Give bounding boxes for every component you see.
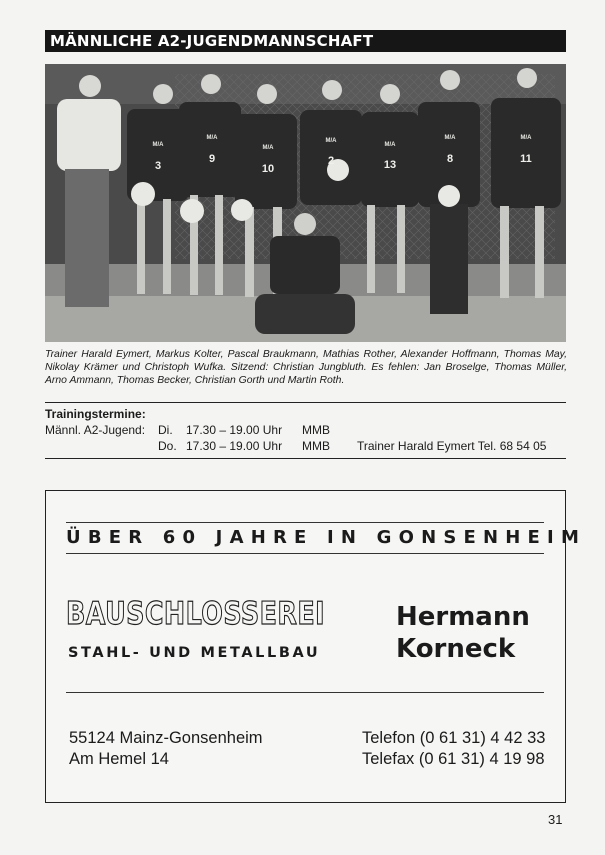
divider xyxy=(66,522,544,523)
page-number: 31 xyxy=(548,812,563,827)
jersey-number: 13 xyxy=(383,159,397,171)
jersey-number: 10 xyxy=(261,163,275,175)
shirt-logo: M/A xyxy=(384,142,396,148)
shirt-logo: M/A xyxy=(262,145,274,151)
divider xyxy=(45,402,566,403)
shirt-logo: M/A xyxy=(325,138,337,144)
jersey-number: 8 xyxy=(446,153,454,165)
training-title: Trainingstermine: xyxy=(45,407,146,421)
training-group: Männl. A2-Jugend: xyxy=(45,423,146,437)
training-note: Trainer Harald Eymert Tel. 68 54 05 xyxy=(357,439,547,453)
address-line-2: Am Hemel 14 xyxy=(69,750,169,768)
section-title: MÄNNLICHE A2-JUGENDMANNSCHAFT xyxy=(45,30,566,52)
photo-caption: Trainer Harald Eymert, Markus Kolter, Pascal Braukmann, Mathias Rother, Alexander Hoffmann, Thomas May, Nikolay Krämer und Christoph Wufka. Sitzend: Christian Jungbluth. Es fehlen: Jan Broselge, Thomas Müller, Arno Ammann, Thomas Becker, Christian Gorth und Martin Roth. xyxy=(45,349,567,386)
owner-last-name: Korneck xyxy=(396,634,516,664)
shirt-logo: M/A xyxy=(206,135,218,141)
phone-number: Telefon (0 61 31) 4 42 33 xyxy=(362,729,546,747)
jersey-number: 9 xyxy=(208,153,216,165)
training-time: 17.30 – 19.00 Uhr xyxy=(186,439,283,453)
shirt-logo: M/A xyxy=(520,135,532,141)
divider xyxy=(66,692,544,693)
jersey-number: 3 xyxy=(154,160,162,172)
shirt-logo: M/A xyxy=(152,142,164,148)
fax-number: Telefax (0 61 31) 4 19 98 xyxy=(362,750,545,768)
divider xyxy=(45,458,566,459)
address-line-1: 55124 Mainz-Gonsenheim xyxy=(69,729,263,747)
team-photo xyxy=(45,64,566,342)
jersey-number: 11 xyxy=(520,153,532,165)
training-day: Do. xyxy=(158,439,177,453)
company-name: BAUSCHLOSSEREI xyxy=(66,596,326,632)
owner-first-name: Hermann xyxy=(396,602,530,632)
jersey-number: 2 xyxy=(327,155,335,167)
company-subtitle: STAHL- UND METALLBAU xyxy=(68,645,321,661)
training-day: Di. xyxy=(158,423,173,437)
divider xyxy=(66,553,544,554)
shirt-logo: M/A xyxy=(444,135,456,141)
training-place: MMB xyxy=(302,439,330,453)
training-place: MMB xyxy=(302,423,330,437)
ad-slogan: ÜBER 60 JAHRE IN GONSENHEIM xyxy=(66,527,587,548)
training-time: 17.30 – 19.00 Uhr xyxy=(186,423,283,437)
